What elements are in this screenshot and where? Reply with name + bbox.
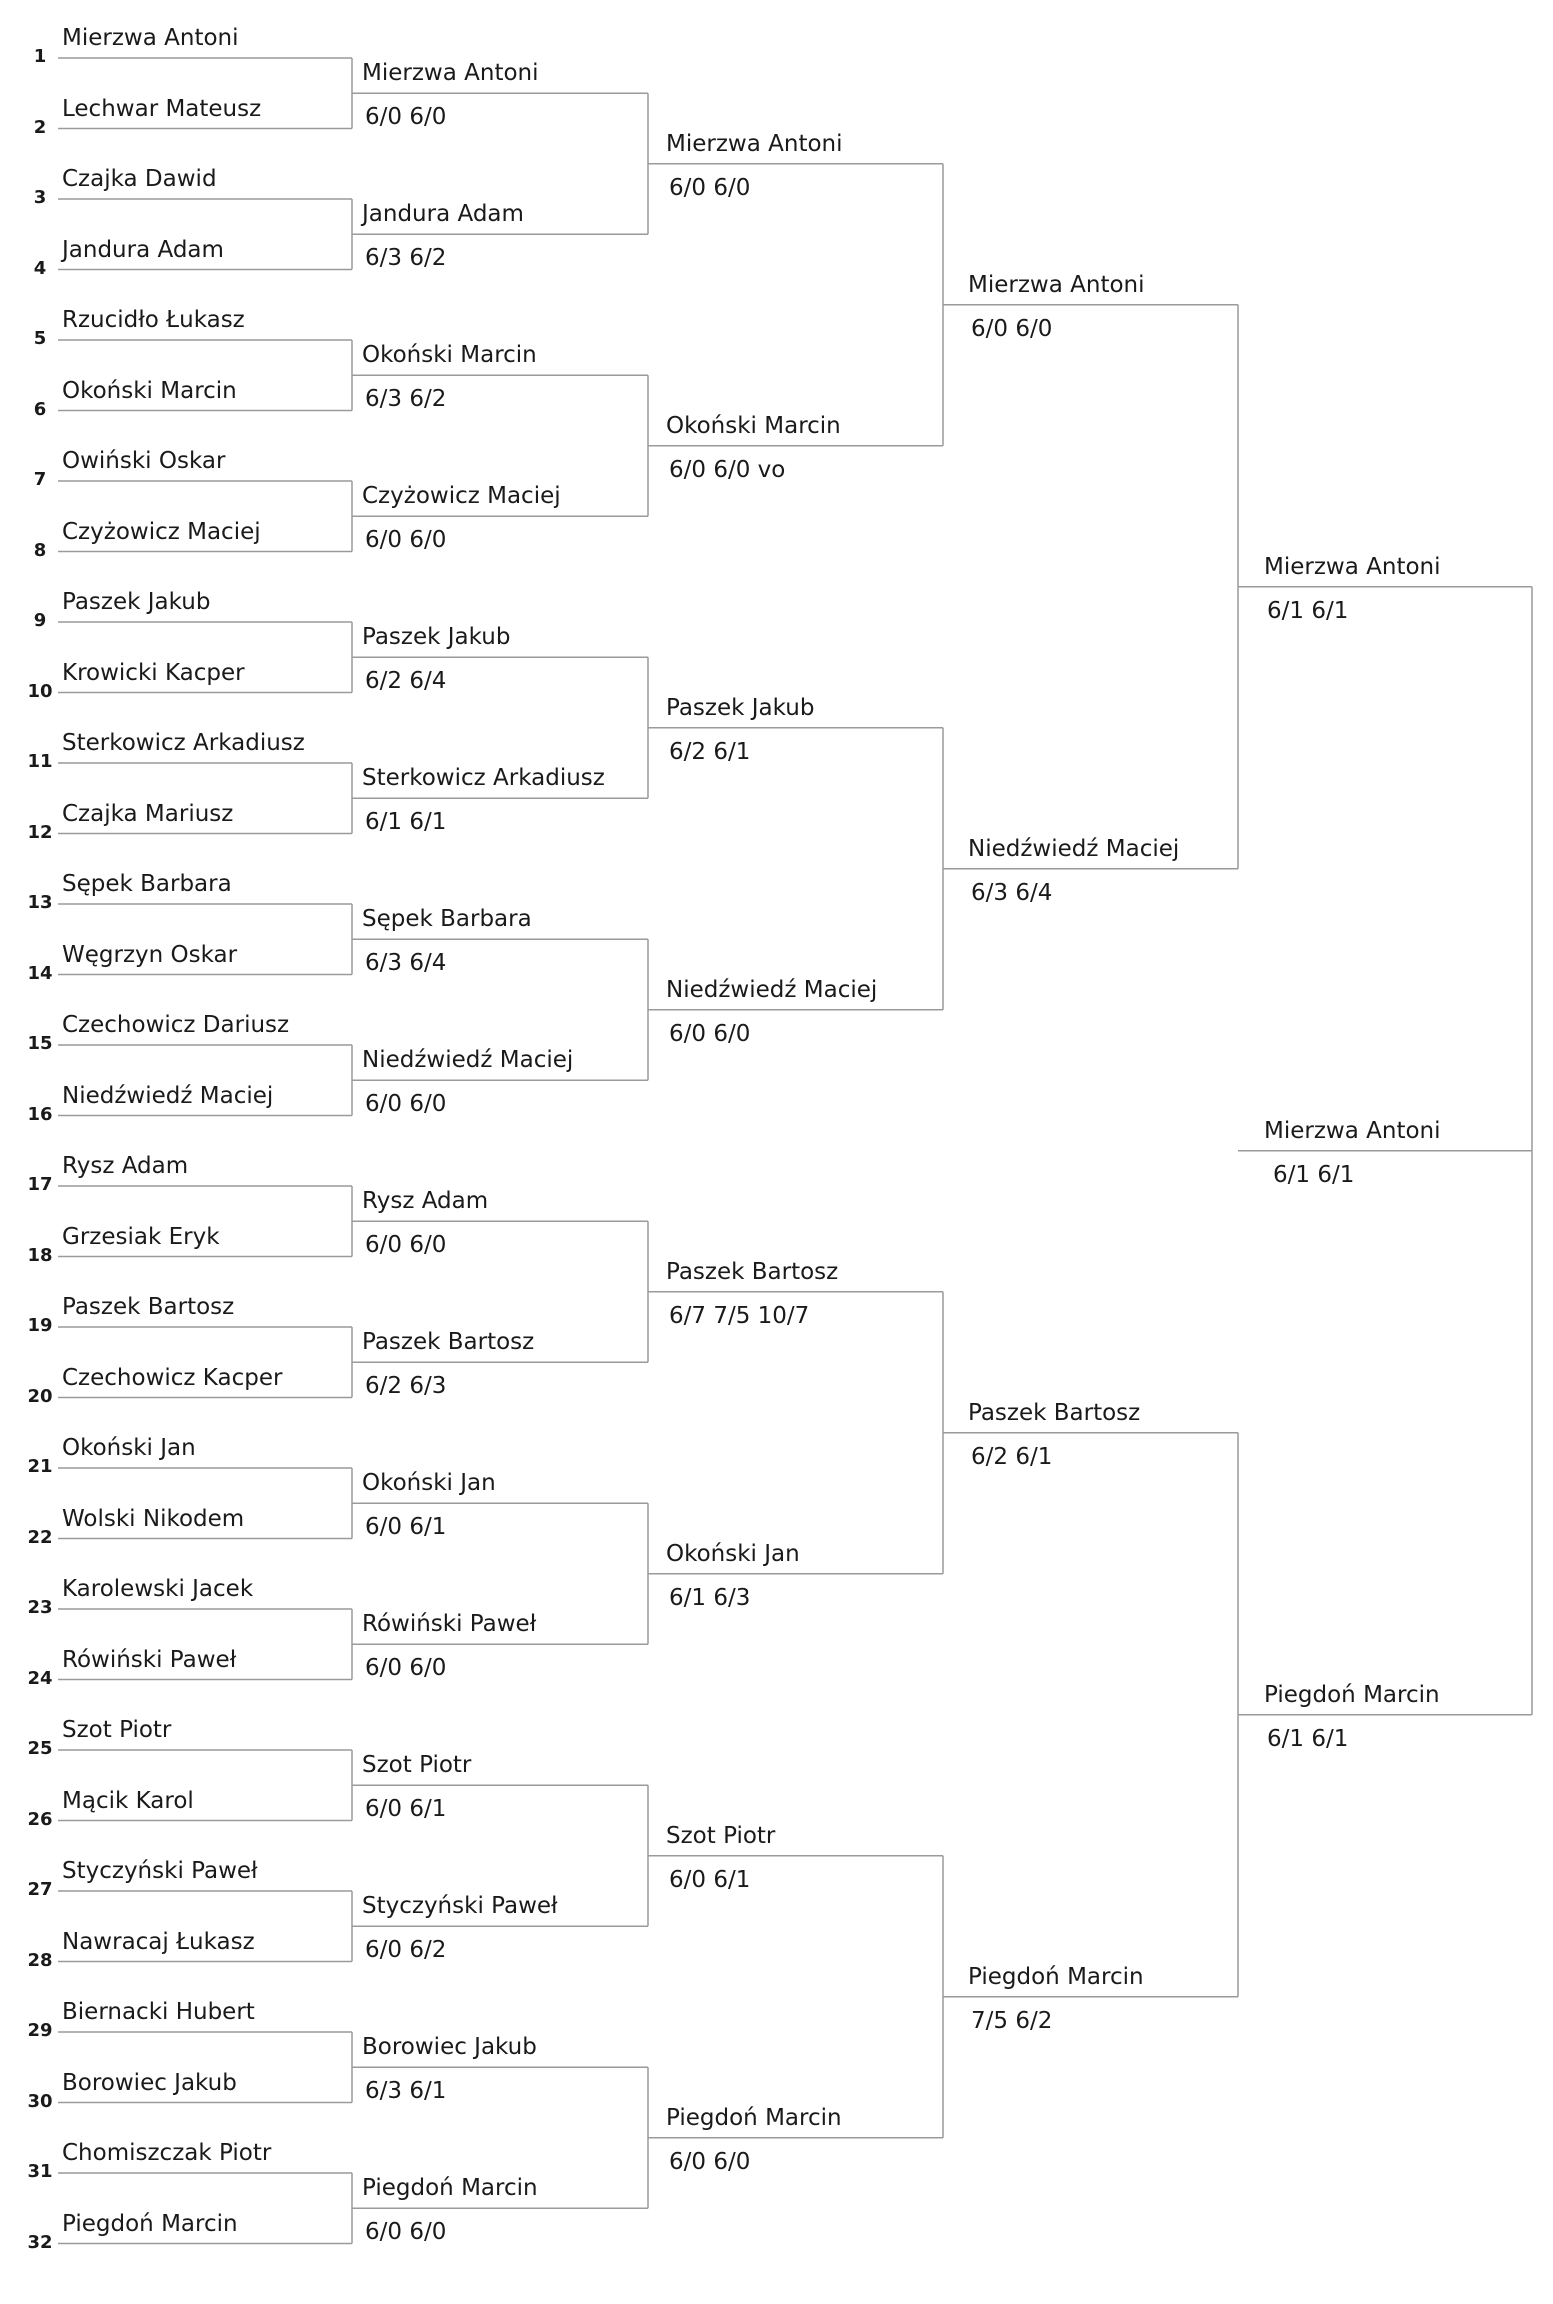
match-score: 6/3 6/1 — [365, 2078, 447, 2105]
match-score: 6/1 6/1 — [1267, 597, 1349, 624]
player-name: Paszek Jakub — [62, 589, 211, 615]
match-score: 6/3 6/4 — [365, 950, 447, 977]
seed-number: 29 — [27, 2020, 53, 2041]
match-score: 6/0 6/1 — [365, 1796, 447, 1823]
seed-number: 10 — [27, 680, 53, 702]
winner-name: Rówiński Paweł — [362, 1611, 537, 1638]
seed-number: 21 — [27, 1456, 53, 1477]
player-name: Niedźwiedź Maciej — [62, 1082, 274, 1109]
match-score: 6/0 6/2 — [365, 1937, 447, 1964]
player-name: Czyżowicz Maciej — [62, 518, 261, 545]
player-name: Rzucidło Łukasz — [62, 307, 245, 333]
winner-name: Niedźwiedź Maciej — [362, 1047, 574, 1074]
match-score: 6/0 6/0 — [365, 1655, 447, 1682]
final-score: 6/1 6/1 — [1273, 1161, 1355, 1188]
seed-number: 20 — [27, 1385, 53, 1407]
winner-name: Czyżowicz Maciej — [362, 483, 561, 510]
match-score: 6/7 7/5 10/7 — [669, 1302, 810, 1329]
winner-name: Mierzwa Antoni — [362, 60, 539, 87]
winner-name: Paszek Bartosz — [968, 1399, 1141, 1426]
player-name: Czechowicz Kacper — [62, 1364, 283, 1391]
seed-number: 18 — [27, 1244, 53, 1266]
player-name: Paszek Bartosz — [62, 1294, 235, 1320]
match-score: 6/0 6/0 — [365, 527, 447, 554]
player-name: Nawracaj Łukasz — [62, 1928, 255, 1955]
match-score: 6/0 6/0 vo — [669, 456, 786, 483]
match-score: 6/0 6/0 — [365, 104, 447, 131]
match-score: 6/2 6/4 — [365, 668, 447, 695]
player-name: Karolewski Jacek — [62, 1576, 254, 1602]
match-score: 6/3 6/2 — [365, 386, 447, 413]
winner-name: Borowiec Jakub — [362, 2034, 537, 2061]
seed-number: 17 — [27, 1174, 53, 1195]
winner-name: Piegdoń Marcin — [968, 1963, 1144, 1990]
seed-number: 23 — [27, 1597, 53, 1618]
winner-name: Okoński Jan — [666, 1540, 800, 1567]
seed-number: 4 — [33, 257, 47, 279]
seed-number: 5 — [33, 328, 47, 349]
match-score: 6/0 6/0 — [669, 1020, 751, 1047]
player-name: Czajka Dawid — [62, 166, 217, 192]
player-name: Jandura Adam — [62, 236, 224, 263]
seed-number: 22 — [27, 1526, 53, 1548]
seed-number: 15 — [27, 1033, 53, 1054]
champion-name: Mierzwa Antoni — [1264, 1117, 1441, 1144]
seed-number: 27 — [27, 1879, 53, 1900]
player-name: Mierzwa Antoni — [62, 25, 239, 51]
match-score: 6/2 6/1 — [971, 1443, 1053, 1470]
match-score: 7/5 6/2 — [971, 2007, 1053, 2034]
winner-name: Okoński Marcin — [666, 412, 841, 439]
winner-name: Okoński Marcin — [362, 342, 537, 369]
seed-number: 24 — [27, 1667, 53, 1689]
winner-name: Paszek Bartosz — [666, 1258, 839, 1285]
player-name: Węgrzyn Oskar — [62, 941, 238, 968]
match-score: 6/1 6/1 — [1267, 1725, 1349, 1752]
player-name: Grzesiak Eryk — [62, 1223, 220, 1250]
winner-name: Niedźwiedź Maciej — [968, 835, 1180, 862]
winner-name: Jandura Adam — [362, 201, 524, 228]
match-score: 6/0 6/0 — [669, 174, 751, 201]
winner-name: Paszek Bartosz — [362, 1329, 535, 1356]
player-name: Piegdoń Marcin — [62, 2210, 238, 2237]
seed-number: 1 — [33, 46, 47, 67]
seed-number: 16 — [27, 1103, 53, 1125]
seed-number: 9 — [33, 610, 47, 631]
winner-name: Mierzwa Antoni — [1264, 553, 1441, 580]
seed-number: 32 — [27, 2231, 53, 2253]
player-name: Czechowicz Dariusz — [62, 1012, 290, 1038]
winner-name: Paszek Jakub — [666, 694, 815, 721]
player-name: Sterkowicz Arkadiusz — [62, 730, 305, 756]
match-score: 6/1 6/3 — [669, 1584, 751, 1611]
player-name: Wolski Nikodem — [62, 1505, 245, 1532]
seed-number: 30 — [27, 2090, 53, 2112]
winner-name: Sterkowicz Arkadiusz — [362, 765, 605, 792]
player-name: Krowicki Kacper — [62, 659, 245, 686]
player-name: Rysz Adam — [62, 1153, 189, 1179]
match-score: 6/2 6/1 — [669, 738, 751, 765]
match-score: 6/0 6/0 — [365, 1091, 447, 1118]
player-name: Owiński Oskar — [62, 448, 226, 474]
seed-number: 25 — [27, 1738, 53, 1759]
player-name: Lechwar Mateusz — [62, 95, 262, 122]
player-name: Okoński Marcin — [62, 377, 237, 404]
winner-name: Mierzwa Antoni — [666, 130, 843, 157]
match-score: 6/3 6/4 — [971, 879, 1053, 906]
match-score: 6/0 6/0 — [365, 2219, 447, 2246]
seed-number: 8 — [33, 539, 47, 561]
winner-name: Sępek Barbara — [362, 906, 532, 933]
winner-name: Mierzwa Antoni — [968, 271, 1145, 298]
seed-number: 2 — [33, 116, 47, 138]
player-name: Mącik Karol — [62, 1787, 194, 1814]
winner-name: Styczyński Paweł — [362, 1893, 558, 1920]
player-name: Rówiński Paweł — [62, 1646, 237, 1673]
winner-name: Szot Piotr — [666, 1822, 776, 1849]
match-score: 6/2 6/3 — [365, 1373, 447, 1400]
player-name: Styczyński Paweł — [62, 1858, 258, 1884]
seed-number: 13 — [27, 892, 53, 913]
player-name: Sępek Barbara — [62, 871, 232, 897]
match-score: 6/3 6/2 — [365, 245, 447, 272]
player-name: Czajka Mariusz — [62, 800, 234, 827]
seed-number: 7 — [33, 469, 47, 490]
seed-number: 19 — [27, 1315, 53, 1336]
match-score: 6/0 6/1 — [365, 1514, 447, 1541]
winner-name: Piegdoń Marcin — [362, 2175, 538, 2202]
player-name: Biernacki Hubert — [62, 1999, 255, 2025]
seed-number: 26 — [27, 1808, 53, 1830]
match-score: 6/0 6/0 — [365, 1232, 447, 1259]
player-name: Borowiec Jakub — [62, 2069, 237, 2096]
player-name: Okoński Jan — [62, 1435, 196, 1461]
match-score: 6/0 6/0 — [971, 315, 1053, 342]
winner-name: Okoński Jan — [362, 1470, 496, 1497]
seed-number: 6 — [33, 398, 47, 420]
match-score: 6/1 6/1 — [365, 809, 447, 836]
winner-name: Piegdoń Marcin — [1264, 1681, 1440, 1708]
match-score: 6/0 6/1 — [669, 1866, 751, 1893]
winner-name: Paszek Jakub — [362, 624, 511, 651]
seed-number: 11 — [27, 751, 53, 772]
match-score: 6/0 6/0 — [669, 2148, 751, 2175]
winner-name: Niedźwiedź Maciej — [666, 976, 878, 1003]
seed-number: 31 — [27, 2161, 53, 2182]
seed-number: 12 — [27, 821, 53, 843]
seed-number: 14 — [27, 962, 53, 984]
player-name: Chomiszczak Piotr — [62, 2140, 272, 2166]
seed-number: 28 — [27, 1949, 53, 1971]
winner-name: Szot Piotr — [362, 1752, 472, 1779]
winner-name: Piegdoń Marcin — [666, 2104, 842, 2131]
seed-number: 3 — [33, 187, 47, 208]
player-name: Szot Piotr — [62, 1717, 172, 1743]
winner-name: Rysz Adam — [362, 1188, 489, 1215]
